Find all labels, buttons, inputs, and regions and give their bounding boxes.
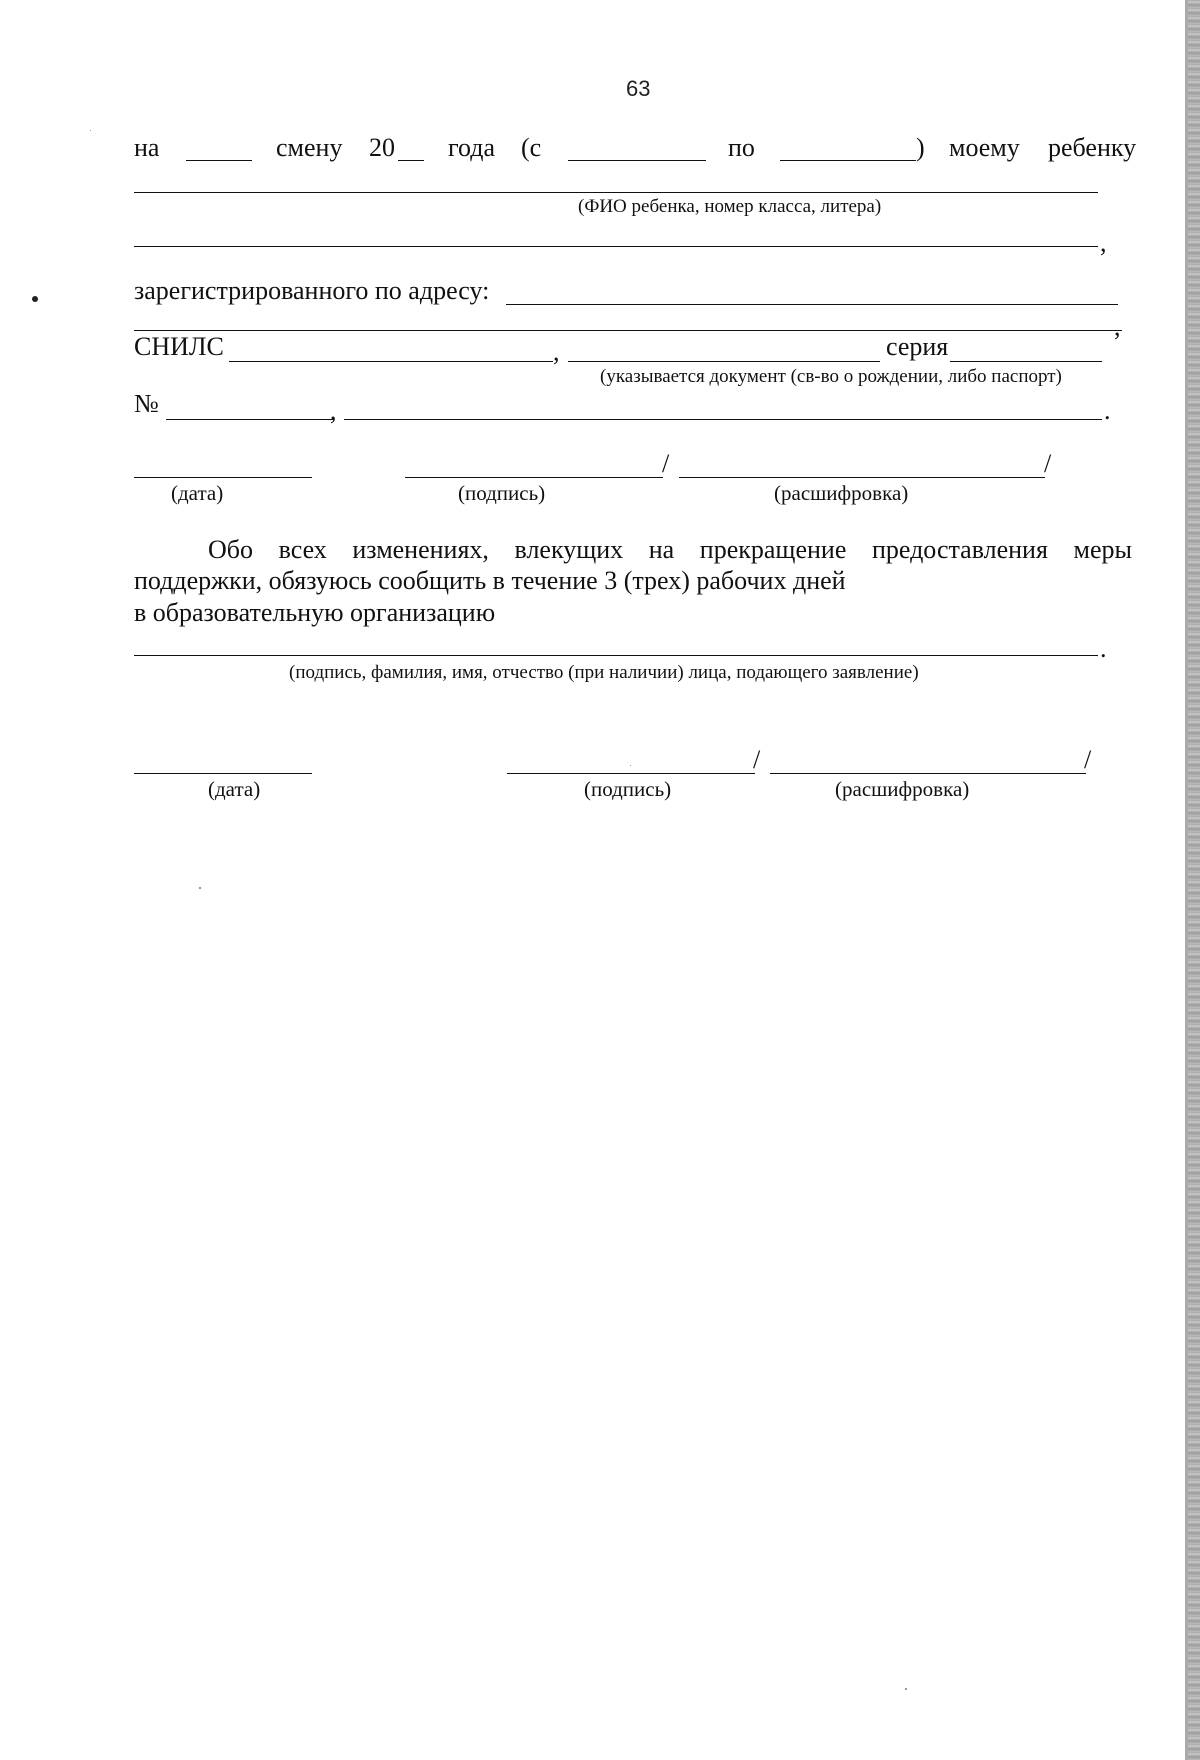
margin-dot: [32, 296, 38, 302]
page-number: 63: [626, 76, 651, 101]
scan-edge: [1188, 0, 1200, 1760]
word-na: на: [134, 133, 160, 162]
decryption-field-1[interactable]: [679, 477, 1045, 478]
signature-caption-2: (подпись): [584, 777, 672, 801]
document-caption: (указывается документ (св-во о рождении, либо паспорт): [600, 366, 1062, 387]
decryption-caption-2: (расшифровка): [835, 777, 970, 801]
address-comma: ,: [1114, 312, 1121, 341]
applicant-period: .: [1100, 634, 1107, 663]
series-label: серия: [886, 332, 949, 361]
number-field[interactable]: [166, 419, 334, 420]
obligation-paragraph: [134, 534, 1132, 596]
signature-field-2[interactable]: [507, 773, 755, 774]
child-caption: (ФИО ребенка, номер класса, литера): [578, 196, 882, 217]
margin-speck: [199, 887, 201, 889]
word-moemu: моему: [949, 133, 1020, 162]
date-from-field[interactable]: [568, 160, 706, 161]
date-caption-2: (дата): [208, 777, 261, 801]
obligation-text-end: в образовательную организацию: [134, 598, 496, 627]
margin-speck: [90, 130, 91, 131]
word-goda: года: [448, 133, 496, 162]
word-s: (с: [521, 133, 542, 162]
margin-speck: [630, 765, 631, 766]
word-smenu: смену: [276, 133, 343, 162]
word-rebenku: ребенку: [1048, 133, 1137, 162]
child-comma: ,: [1100, 228, 1107, 257]
child-name-field-continued[interactable]: [134, 246, 1098, 247]
date-field-1[interactable]: [134, 477, 312, 478]
child-name-field[interactable]: [134, 192, 1098, 193]
date-caption-1: (дата): [171, 481, 224, 505]
series-field[interactable]: [950, 361, 1102, 362]
word-po: по: [728, 133, 755, 162]
document-type-field[interactable]: [568, 361, 880, 362]
date-to-field[interactable]: [780, 160, 916, 161]
slash-1b: /: [1044, 449, 1052, 478]
signature-caption-1: (подпись): [458, 481, 546, 505]
address-field[interactable]: [506, 304, 1118, 305]
close-paren: ): [916, 133, 925, 162]
address-label: зарегистрированного по адресу:: [134, 276, 490, 305]
snils-comma: ,: [553, 337, 560, 366]
applicant-caption: (подпись, фамилия, имя, отчество (при наличии) лица, подающего заявление): [289, 662, 919, 683]
slash-1a: /: [662, 449, 670, 478]
issued-by-field[interactable]: [344, 419, 1102, 420]
year-prefix: 20: [369, 133, 395, 162]
address-field-continued[interactable]: [134, 330, 1122, 331]
snils-label: СНИЛС: [134, 332, 224, 361]
margin-speck: [905, 1688, 907, 1690]
number-sign: №: [134, 389, 159, 418]
decryption-field-2[interactable]: [770, 773, 1086, 774]
shift-number-field[interactable]: [186, 160, 252, 161]
date-field-2[interactable]: [134, 773, 312, 774]
snils-field[interactable]: [229, 361, 553, 362]
number-comma: ,: [330, 396, 337, 425]
year-suffix-field[interactable]: [398, 160, 424, 161]
obligation-text: Обо всех изменениях, влекущих на прекращение предоставления меры поддержки, обязуюсь сообщить в течение 3 (трех) рабочих дней: [134, 535, 1132, 595]
slash-2b: /: [1084, 745, 1092, 774]
number-period: .: [1104, 396, 1111, 425]
decryption-caption-1: (расшифровка): [774, 481, 909, 505]
applicant-signature-field[interactable]: [134, 655, 1098, 656]
slash-2a: /: [753, 745, 761, 774]
signature-field-1[interactable]: [405, 477, 663, 478]
